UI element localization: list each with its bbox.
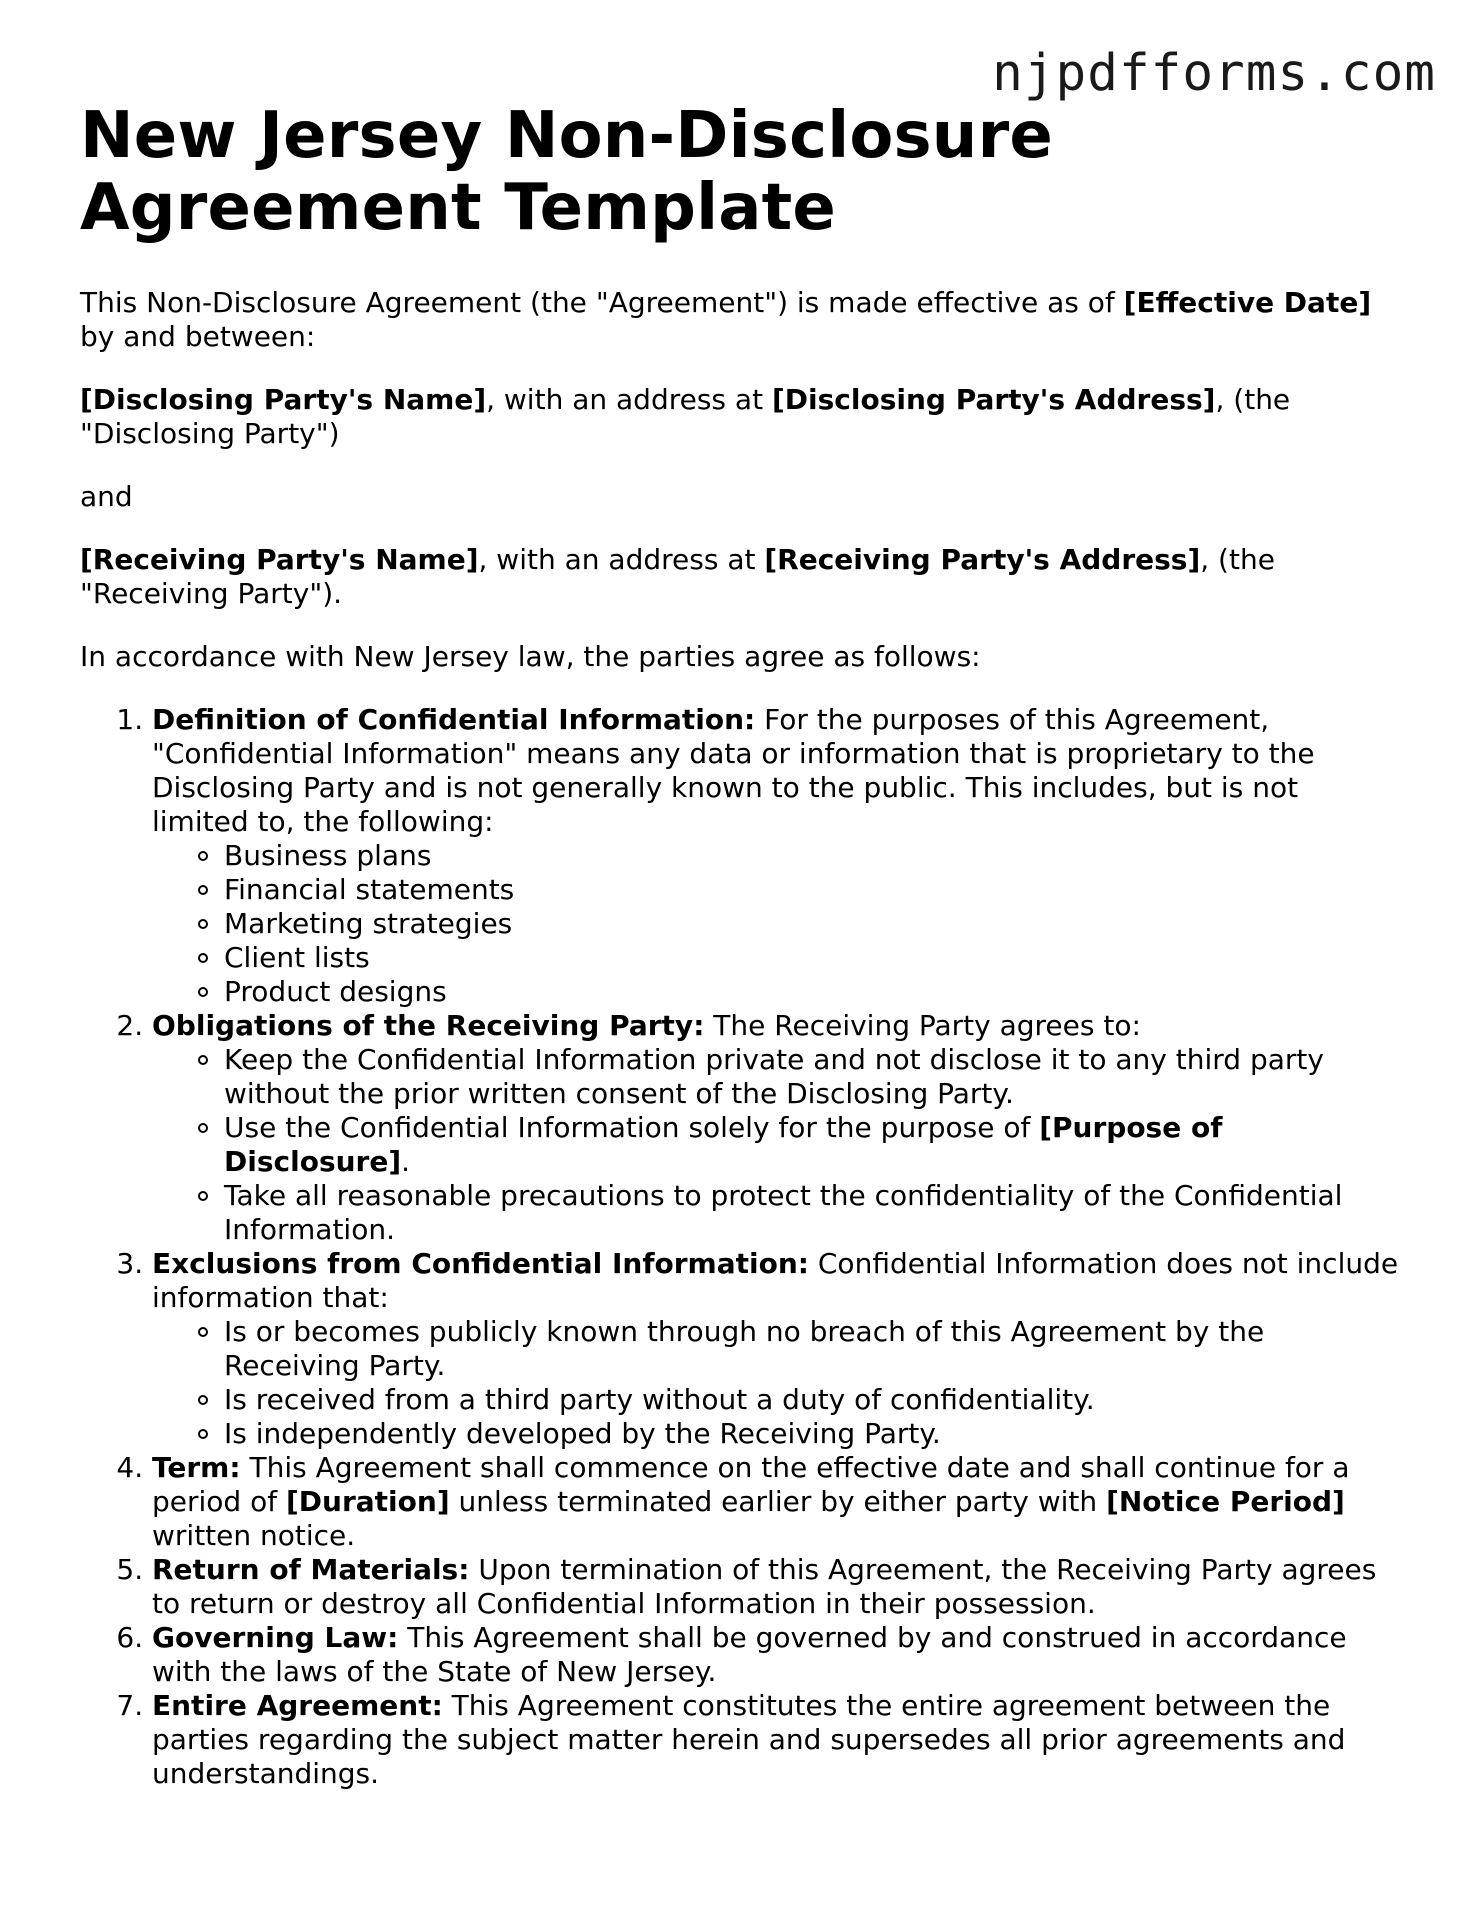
effective-date-placeholder: [Effective Date]	[1123, 286, 1372, 319]
clause-heading: Return of Materials:	[152, 1553, 470, 1586]
document-page	[80, 100, 1400, 1791]
circle-bullet-icon	[198, 885, 208, 895]
circle-bullet-icon	[198, 1191, 208, 1201]
receiving-party-tail: , (the "Receiving Party").	[80, 543, 1275, 610]
clause-text: The Receiving Party agrees to:	[704, 1009, 1141, 1042]
disclosing-party-address: [Disclosing Party's Address]	[771, 383, 1216, 416]
circle-bullet-icon	[198, 1429, 208, 1439]
receiving-party-paragraph	[80, 543, 1400, 611]
list-item: Use the Confidential Information solely for the purpose of [Purpose of Disclosure].	[224, 1111, 1400, 1179]
list-item: Business plans	[224, 839, 1400, 873]
receiving-party-name: [Receiving Party's Name]	[80, 543, 479, 576]
circle-bullet-icon	[198, 1123, 208, 1133]
circle-bullet-icon	[198, 919, 208, 929]
list-item: Financial statements	[224, 873, 1400, 907]
list-item: Is independently developed by the Receiving Party.	[224, 1417, 1400, 1451]
and-separator: and	[80, 480, 133, 513]
document-body	[80, 286, 1400, 1791]
clause-obligations	[152, 1009, 1400, 1247]
disclosing-party-paragraph	[80, 383, 1400, 451]
clause-text: Confidential Information does not include information that:	[152, 1247, 1399, 1314]
list-item: Take all reasonable precautions to protect the confidentiality of the Confidential Information.	[224, 1179, 1400, 1247]
clause-governing-law	[152, 1621, 1400, 1689]
circle-bullet-icon	[198, 1395, 208, 1405]
sub-list	[152, 1315, 1400, 1451]
clause-list	[80, 703, 1400, 1791]
circle-bullet-icon	[198, 1055, 208, 1065]
receiving-party-address: [Receiving Party's Address]	[764, 543, 1201, 576]
clause-text: Upon termination of this Agreement, the Receiving Party agrees to return or destroy all Confidential Information in their possession.	[152, 1553, 1377, 1620]
clause-heading: Obligations of the Receiving Party:	[152, 1009, 705, 1042]
list-item: Is received from a third party without a duty of confidentiality.	[224, 1383, 1400, 1417]
list-item: Marketing strategies	[224, 907, 1400, 941]
clause-heading: Definition of Confidential Information:	[152, 703, 756, 736]
disclosing-party-name: [Disclosing Party's Name]	[80, 383, 487, 416]
notice-period-placeholder: [Notice Period]	[1106, 1485, 1345, 1518]
clause-heading: Term:	[152, 1451, 241, 1484]
intro-text-before: This Non-Disclosure Agreement (the "Agreement") is made effective as of	[80, 286, 1124, 319]
clause-heading: Entire Agreement:	[152, 1689, 443, 1722]
clause-text: This Agreement constitutes the entire agreement between the parties regarding the subject matter herein and supersedes all prior agreements and understandings.	[152, 1689, 1346, 1790]
list-item: Product designs	[224, 975, 1400, 1009]
clause-term: 4. Term: This Agreement shall commence on the effective date and shall continue for a period of [Duration] unless terminated earlier by either party with [Notice Period] written notice.	[152, 1451, 1400, 1553]
circle-bullet-icon	[198, 953, 208, 963]
duration-placeholder: [Duration]	[285, 1485, 450, 1518]
disclosing-party-tail: , (the "Disclosing Party")	[80, 383, 1291, 450]
document-title: New Jersey Non-Disclosure Agreement Template	[80, 99, 1053, 245]
purpose-placeholder: [Purpose of Disclosure]	[224, 1111, 1223, 1178]
clause-definition	[152, 703, 1400, 1009]
list-item: Client lists	[224, 941, 1400, 975]
clause-heading: Exclusions from Confidential Information:	[152, 1247, 809, 1280]
intro-paragraph	[80, 286, 1400, 354]
sub-list	[152, 1043, 1400, 1247]
receiving-party-mid: , with an address at	[478, 543, 765, 576]
accordance-statement: In accordance with New Jersey law, the parties agree as follows:	[80, 640, 981, 673]
clause-exclusions	[152, 1247, 1400, 1451]
list-item: Keep the Confidential Information private and not disclose it to any third party without the prior written consent of the Disclosing Party.	[224, 1043, 1400, 1111]
clause-text: This Agreement shall be governed by and construed in accordance with the laws of the State of New Jersey.	[152, 1621, 1347, 1688]
list-item: Is or becomes publicly known through no breach of this Agreement by the Receiving Party.	[224, 1315, 1400, 1383]
circle-bullet-icon	[198, 851, 208, 861]
clause-text: For the purposes of this Agreement, "Confidential Information" means any data or information that is proprietary to the Disclosing Party and is not generally known to the public. This includes, but is not limited to, the following:	[152, 703, 1315, 838]
circle-bullet-icon	[198, 987, 208, 997]
intro-text-after: by and between:	[80, 320, 316, 353]
clause-return-of-materials	[152, 1553, 1400, 1621]
sub-list	[152, 839, 1400, 1009]
site-watermark: njpdfforms.com	[992, 44, 1436, 103]
disclosing-party-mid: , with an address at	[486, 383, 772, 416]
clause-heading: Governing Law:	[152, 1621, 399, 1654]
clause-entire-agreement	[152, 1689, 1400, 1791]
circle-bullet-icon	[198, 1327, 208, 1337]
